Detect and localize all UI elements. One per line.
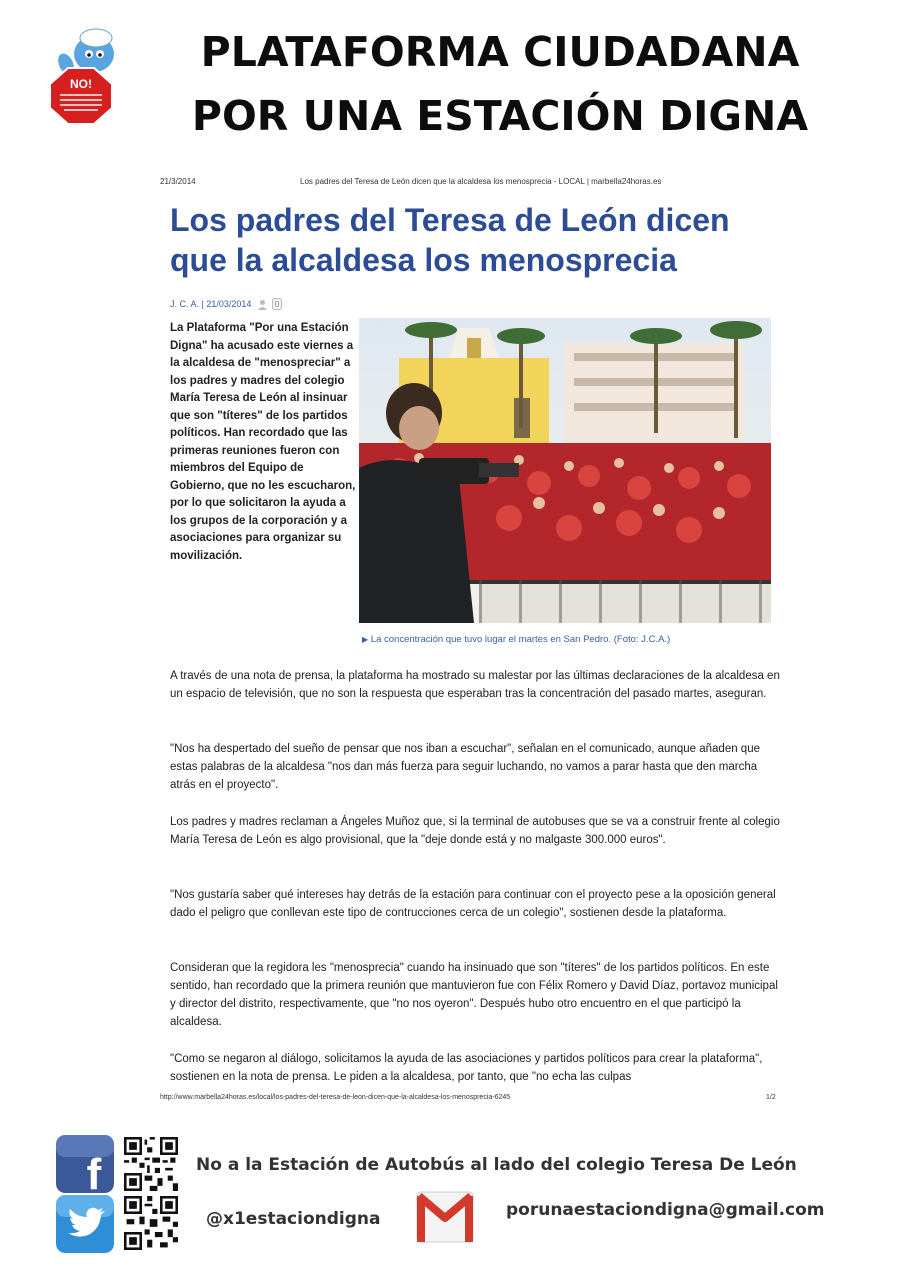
logo-no-text: NO! [70,77,92,91]
caption-arrow-icon: ▶ [362,635,369,644]
facebook-icon[interactable] [56,1135,114,1193]
article-paragraph: "Nos gustaría saber qué intereses hay detrás de la estación para continuar con el proyecto pese a la oposición general dado el peligro que conllevan este tipo de contrucciones cerca de un colegio", sostienen desde la plataforma. [170,889,776,919]
clip-page-title: Los padres del Teresa de León dicen que la alcaldesa los menosprecia - LOCAL | marbella24horas.es [300,177,662,186]
article-paragraph: "Nos ha despertado del sueño de pensar que nos iban a escuchar", señalan en el comunicado, aunque añaden que estas palabras de la alcaldesa "nos dan más fuerza para seguir luchando, no vamos a parar hasta que den marcha atrás en el proyecto". [170,743,760,791]
clip-page-number: 1/2 [766,1094,776,1101]
facebook-qr-code [124,1137,178,1191]
rally-photo [359,318,771,623]
twitter-icon[interactable] [56,1195,114,1253]
twitter-handle[interactable]: @x1estaciondigna [206,1209,381,1229]
headline-line-2: que la alcaldesa los menosprecia [170,242,677,278]
byline-text: J. C. A. | 21/03/2014 [170,299,252,309]
clip-source-url: http://www.marbella24horas.es/local/los-padres-del-teresa-de-leon-dicen-que-la-alcaldesa-los-menosprecia-6245 [160,1094,511,1101]
facebook-letter: f [86,1150,102,1193]
article-headline [170,200,790,280]
contact-email[interactable]: porunaestaciondigna@gmail.com [506,1200,825,1220]
article-paragraph: A través de una nota de prensa, la plataforma ha mostrado su malestar por las últimas declaraciones de la alcaldesa en un espacio de televisión, que no son la respuesta que esperaban tras la concentración del pasado martes, aseguran. [170,670,780,700]
title-line-1: PLATAFORMA CIUDADANA [200,28,800,76]
title-line-2: POR UNA ESTACIÓN DIGNA [191,92,809,140]
user-icon [257,299,268,310]
article-paragraph: Consideran que la regidora les "menosprecia" cuando ha insinuado que son "títeres" de los partidos políticos. En este sentido, han recordado que la primera reunión que mantuvieron fue con Félix Romero y David Díaz, portavoz municipal y director del distrito, respectivamente, que "no nos oyeron". Después hubo otro encuentro en el que participó la alcaldesa. [170,962,778,1028]
twitter-qr-code [124,1196,178,1250]
gmail-icon[interactable] [415,1188,475,1246]
comment-count: 0 [275,300,280,309]
no-smurf-logo-icon [46,24,132,124]
clip-print-date: 21/3/2014 [160,177,196,186]
comment-count-icon [272,298,282,310]
article-paragraph: "Como se negaron al diálogo, solicitamos la ayuda de las asociaciones y partidos políticos para crear la plataforma", sostienen en la nota de prensa. Le piden a la alcaldesa, por tanto, que "no echa las culpas [170,1053,763,1083]
article-paragraph: Los padres y madres reclaman a Ángeles Muñoz que, si la terminal de autobuses que se va a construir frente al colegio María Teresa de León es algo provisional, que la "deje donde está y no malgaste 300.000 euros". [170,816,780,846]
headline-line-1: Los padres del Teresa de León dicen [170,202,730,238]
photo-caption [362,634,670,645]
article-byline [170,298,282,310]
page-title [150,20,850,148]
campaign-tagline: No a la Estación de Autobús al lado del colegio Teresa De León [196,1155,797,1175]
caption-text: La concentración que tuvo lugar el martes en San Pedro. (Foto: J.C.A.) [370,634,671,645]
article-lead: La Plataforma "Por una Estación Digna" ha acusado este viernes a la alcaldesa de "menospreciar" a los padres y madres del colegio María Teresa de León al insinuar que son "títeres" de los partidos políticos. Han recordado que las primeras reuniones fueron con miembros del Equipo de Gobierno, que no les escucharon, por lo que solicitaron la ayuda a los grupos de la corporación y a asociaciones para organizar su movilización. [170,322,356,562]
